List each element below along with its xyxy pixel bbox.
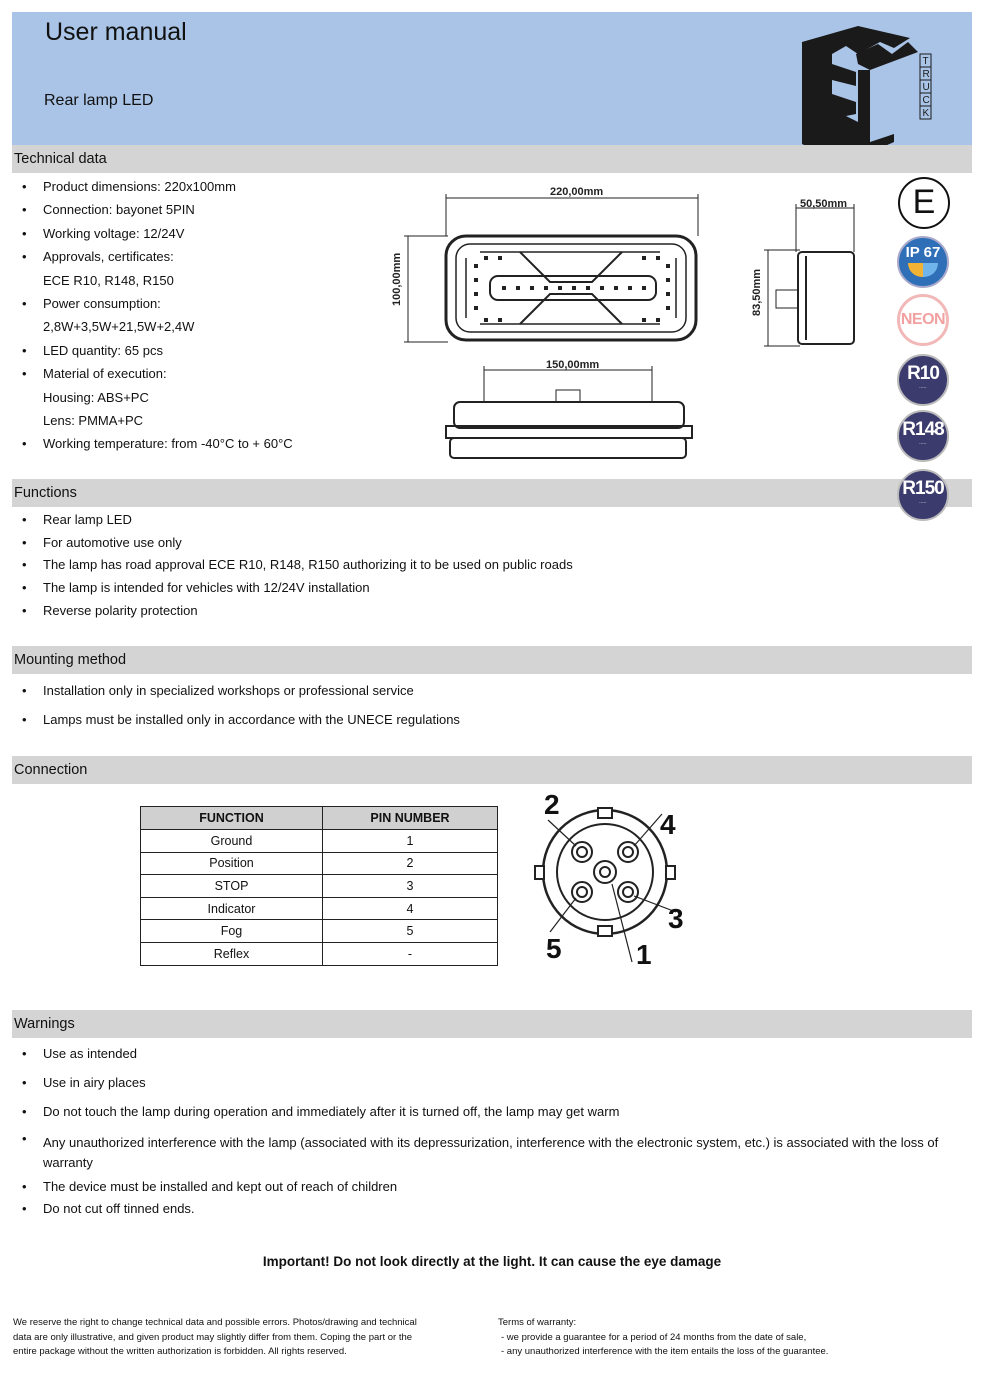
section-warnings-heading: Warnings xyxy=(12,1010,972,1038)
lamp-technical-drawing xyxy=(380,178,880,468)
neon-label: NEON xyxy=(900,311,946,328)
list-item: • For automotive use only xyxy=(22,532,573,555)
depth-dimension-label: 50,50mm xyxy=(800,198,848,210)
list-item: • The lamp has road approval ECE R10, R148, R150 authorizing it to be used on public roads xyxy=(22,554,573,577)
width-dimension-label: 220,00mm xyxy=(550,186,604,198)
table-row xyxy=(141,920,498,943)
table-cell: 4 xyxy=(323,897,498,920)
section-functions-heading: Functions xyxy=(12,479,972,507)
connector-pinout-diagram xyxy=(530,786,700,970)
list-item: Housing: ABS+PC xyxy=(43,389,149,405)
table-cell: 2 xyxy=(323,852,498,875)
table-cell: Indicator xyxy=(141,897,323,920)
list-item: 2,8W+3,5W+21,5W+2,4W xyxy=(43,319,195,335)
list-item: Lens: PMMA+PC xyxy=(43,412,144,428)
logo-letter: U xyxy=(922,82,930,93)
r148-badge xyxy=(897,410,949,462)
r150-label: R150 xyxy=(902,478,944,499)
mounting-list xyxy=(22,676,460,734)
logo-letter: C xyxy=(922,95,930,106)
column-header: PIN NUMBER xyxy=(323,807,498,830)
table-row xyxy=(141,830,498,853)
r10-fineprint: ····· xyxy=(919,385,927,390)
warnings-list xyxy=(22,1044,962,1221)
table-cell: Position xyxy=(141,852,323,875)
r148-label: R148 xyxy=(902,419,944,440)
list-item: • Working temperature: from -40°C to + 60°C xyxy=(22,432,293,455)
logo-letter: T xyxy=(922,56,929,67)
e-mark-badge xyxy=(898,177,950,229)
logo-letters xyxy=(920,54,931,119)
section-connection-heading: Connection xyxy=(12,756,972,784)
pin-label-5: 5 xyxy=(546,933,562,964)
logo-letter: K xyxy=(922,108,930,119)
list-item: • Connection: bayonet 5PIN xyxy=(22,198,293,221)
list-item: • Reverse polarity protection xyxy=(22,600,573,623)
list-item: • Working voltage: 12/24V xyxy=(22,222,293,245)
list-item: • The device must be installed and kept out of reach of children xyxy=(22,1177,962,1199)
warranty-line: - any unauthorized interference with the item entails the loss of the guarantee. xyxy=(501,1346,829,1358)
list-item: • Use as intended xyxy=(22,1044,962,1073)
list-item: • LED quantity: 65 pcs xyxy=(22,339,293,362)
list-item: • Use in airy places xyxy=(22,1073,962,1102)
footer-disclaimer: We reserve the right to change technical data and possible errors. Photos/drawing and technical data are only illustrative, and given product may slightly differ from them. Coping the part or the entire package without the written authorization is forbidden. All rights reserved. xyxy=(13,1317,417,1358)
section-technical-heading: Technical data xyxy=(12,145,972,173)
list-item: • Any unauthorized interference with the lamp (associated with its depressurization, interference with the electronic system, etc.) is associated with the loss of warranty xyxy=(22,1129,962,1177)
list-item: • Lamps must be installed only in accordance with the UNECE regulations xyxy=(22,705,460,734)
dust-water-icon xyxy=(908,263,938,277)
list-item: • The lamp is intended for vehicles with 12/24V installation xyxy=(22,577,573,600)
section-mounting-heading: Mounting method xyxy=(12,646,972,674)
table-header-row xyxy=(141,807,498,830)
table-cell: Fog xyxy=(141,920,323,943)
important-notice: Important! Do not look directly at the light. It can cause the eye damage xyxy=(262,1254,722,1269)
logo-letter: R xyxy=(922,69,930,80)
table-row xyxy=(141,875,498,898)
list-item: • Do not touch the lamp during operation and immediately after it is turned off, the lamp may get warm xyxy=(22,1102,962,1129)
warranty-title: Terms of warranty: xyxy=(498,1317,577,1328)
table-cell: 1 xyxy=(323,830,498,853)
r10-badge xyxy=(897,354,949,406)
page-title: User manual xyxy=(45,18,187,46)
r10-label: R10 xyxy=(907,363,939,384)
table-cell: - xyxy=(323,942,498,965)
table-cell: 3 xyxy=(323,875,498,898)
list-item: • Rear lamp LED xyxy=(22,509,573,532)
table-row xyxy=(141,897,498,920)
list-item: • Power consumption: xyxy=(22,292,293,315)
list-item: • Material of execution: xyxy=(22,362,293,385)
column-header: FUNCTION xyxy=(141,807,323,830)
page-subtitle: Rear lamp LED xyxy=(44,92,154,109)
mount-dimension-label: 150,00mm xyxy=(546,359,600,371)
table-cell: Reflex xyxy=(141,942,323,965)
pin-label-1: 1 xyxy=(636,939,652,970)
table-row xyxy=(141,942,498,965)
table-row xyxy=(141,852,498,875)
list-item: • Approvals, certificates: xyxy=(22,245,293,268)
r150-badge xyxy=(897,469,949,521)
r150-fineprint: ····· xyxy=(919,500,927,505)
pin-label-3: 3 xyxy=(668,903,684,934)
neon-badge xyxy=(897,294,949,346)
list-item: • Do not cut off tinned ends. xyxy=(22,1199,962,1221)
ip67-badge xyxy=(897,236,949,288)
technical-list xyxy=(22,175,293,456)
pin-label-4: 4 xyxy=(660,809,676,840)
table-cell: Ground xyxy=(141,830,323,853)
list-item: • Product dimensions: 220x100mm xyxy=(22,175,293,198)
functions-list xyxy=(22,509,573,622)
height-dimension-label: 100,00mm xyxy=(391,252,403,306)
table-cell: 5 xyxy=(323,920,498,943)
list-item: • Installation only in specialized workshops or professional service xyxy=(22,676,460,705)
pin-label-2: 2 xyxy=(544,789,560,820)
warranty-line: - we provide a guarantee for a period of 24 months from the date of sale, xyxy=(501,1331,807,1343)
pin-table xyxy=(140,806,498,966)
e-mark-label: E xyxy=(912,183,936,221)
table-cell: STOP xyxy=(141,875,323,898)
footer-warranty xyxy=(498,1316,918,1360)
r148-fineprint: ····· xyxy=(919,441,927,446)
side-height-dimension-label: 83,50mm xyxy=(751,268,763,316)
ip67-label: IP 67 xyxy=(905,244,941,261)
list-item: ECE R10, R148, R150 xyxy=(43,272,174,288)
